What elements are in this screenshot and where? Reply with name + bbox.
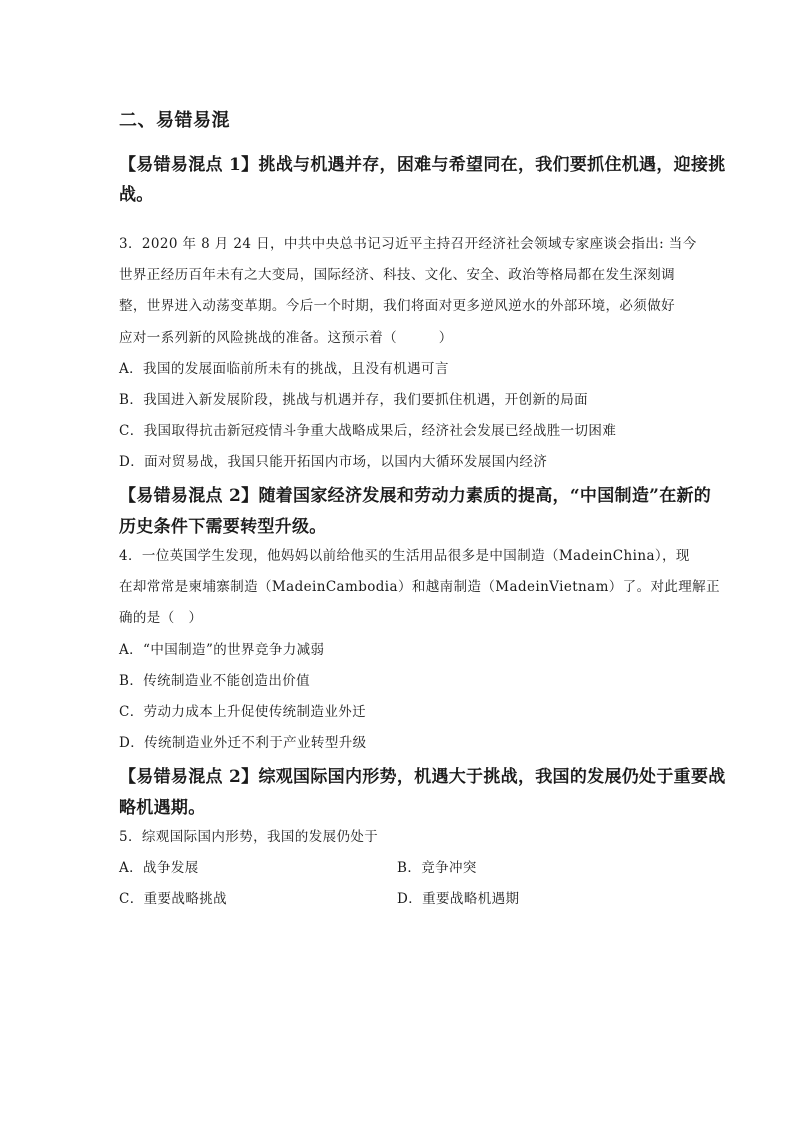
mistake-point-2b-line-2: 略机遇期。 bbox=[119, 798, 206, 818]
mistake-point-1-line-1: 【易错易混点 1】挑战与机遇并存，困难与希望同在，我们要抓住机遇，迎接挑 bbox=[119, 155, 726, 175]
mistake-point-2b-line-1: 【易错易混点 2】综观国际国内形势，机遇大于挑战，我国的发展仍处于重要战 bbox=[119, 767, 726, 787]
question-3-option-a: A．我国的发展面临前所未有的挑战，且没有机遇可言 bbox=[119, 361, 449, 377]
question-5-option-b: B．竞争冲突 bbox=[397, 860, 477, 876]
question-4-stem-line-1: 4．一位英国学生发现，他妈妈以前给他买的生活用品很多是中国制造（MadeinChina），现 bbox=[119, 548, 690, 564]
question-5-option-c: C．重要战略挑战 bbox=[119, 891, 228, 907]
question-5-stem: 5．综观国际国内形势，我国的发展仍处于 bbox=[119, 829, 379, 845]
question-3-option-c: C．我国取得抗击新冠疫情斗争重大战略成果后，经济社会发展已经战胜一切困难 bbox=[119, 423, 617, 439]
question-4-option-c: C．劳动力成本上升促使传统制造业外迁 bbox=[119, 704, 367, 720]
question-3-stem-line-3: 整，世界进入动荡变革期。今后一个时期，我们将面对更多逆风逆水的外部环境，必须做好 bbox=[119, 298, 675, 314]
question-4-option-b: B．传统制造业不能创造出价值 bbox=[119, 673, 311, 689]
question-5-option-d: D．重要战略机遇期 bbox=[397, 891, 520, 907]
mistake-point-1-line-2: 战。 bbox=[119, 185, 154, 205]
question-3-option-b: B．我国进入新发展阶段，挑战与机遇并存，我们要抓住机遇，开创新的局面 bbox=[119, 392, 589, 408]
mistake-point-2a-line-2: 历史条件下需要转型升级。 bbox=[119, 517, 327, 537]
question-3-stem-line-2: 世界正经历百年未有之大变局，国际经济、科技、文化、安全、政治等格局都在发生深刻调 bbox=[119, 267, 675, 283]
question-3-stem-line-1: 3．2020 年 8 月 24 日，中共中央总书记习近平主持召开经济社会领域专家座谈会指出: 当今 bbox=[119, 236, 697, 252]
question-3-stem-line-4: 应对一系列新的风险挑战的准备。这预示着（ ） bbox=[119, 330, 453, 346]
section-title: 二、易错易混 bbox=[119, 110, 230, 131]
question-4-stem-line-3: 确的是（ ） bbox=[119, 610, 203, 626]
mistake-point-2a-line-1: 【易错易混点 2】随着国家经济发展和劳动力素质的提高，“中国制造”在新的 bbox=[119, 486, 712, 506]
question-4-option-d: D．传统制造业外迁不利于产业转型升级 bbox=[119, 735, 367, 751]
question-4-stem-line-2: 在却常常是柬埔寨制造（MadeinCambodia）和越南制造（MadeinVietnam）了。对此理解正 bbox=[119, 579, 720, 595]
question-5-option-a: A．战争发展 bbox=[119, 860, 199, 876]
question-4-option-a: A．“中国制造”的世界竞争力减弱 bbox=[119, 642, 325, 658]
question-3-option-d: D．面对贸易战，我国只能开拓国内市场，以国内大循环发展国内经济 bbox=[119, 454, 548, 470]
